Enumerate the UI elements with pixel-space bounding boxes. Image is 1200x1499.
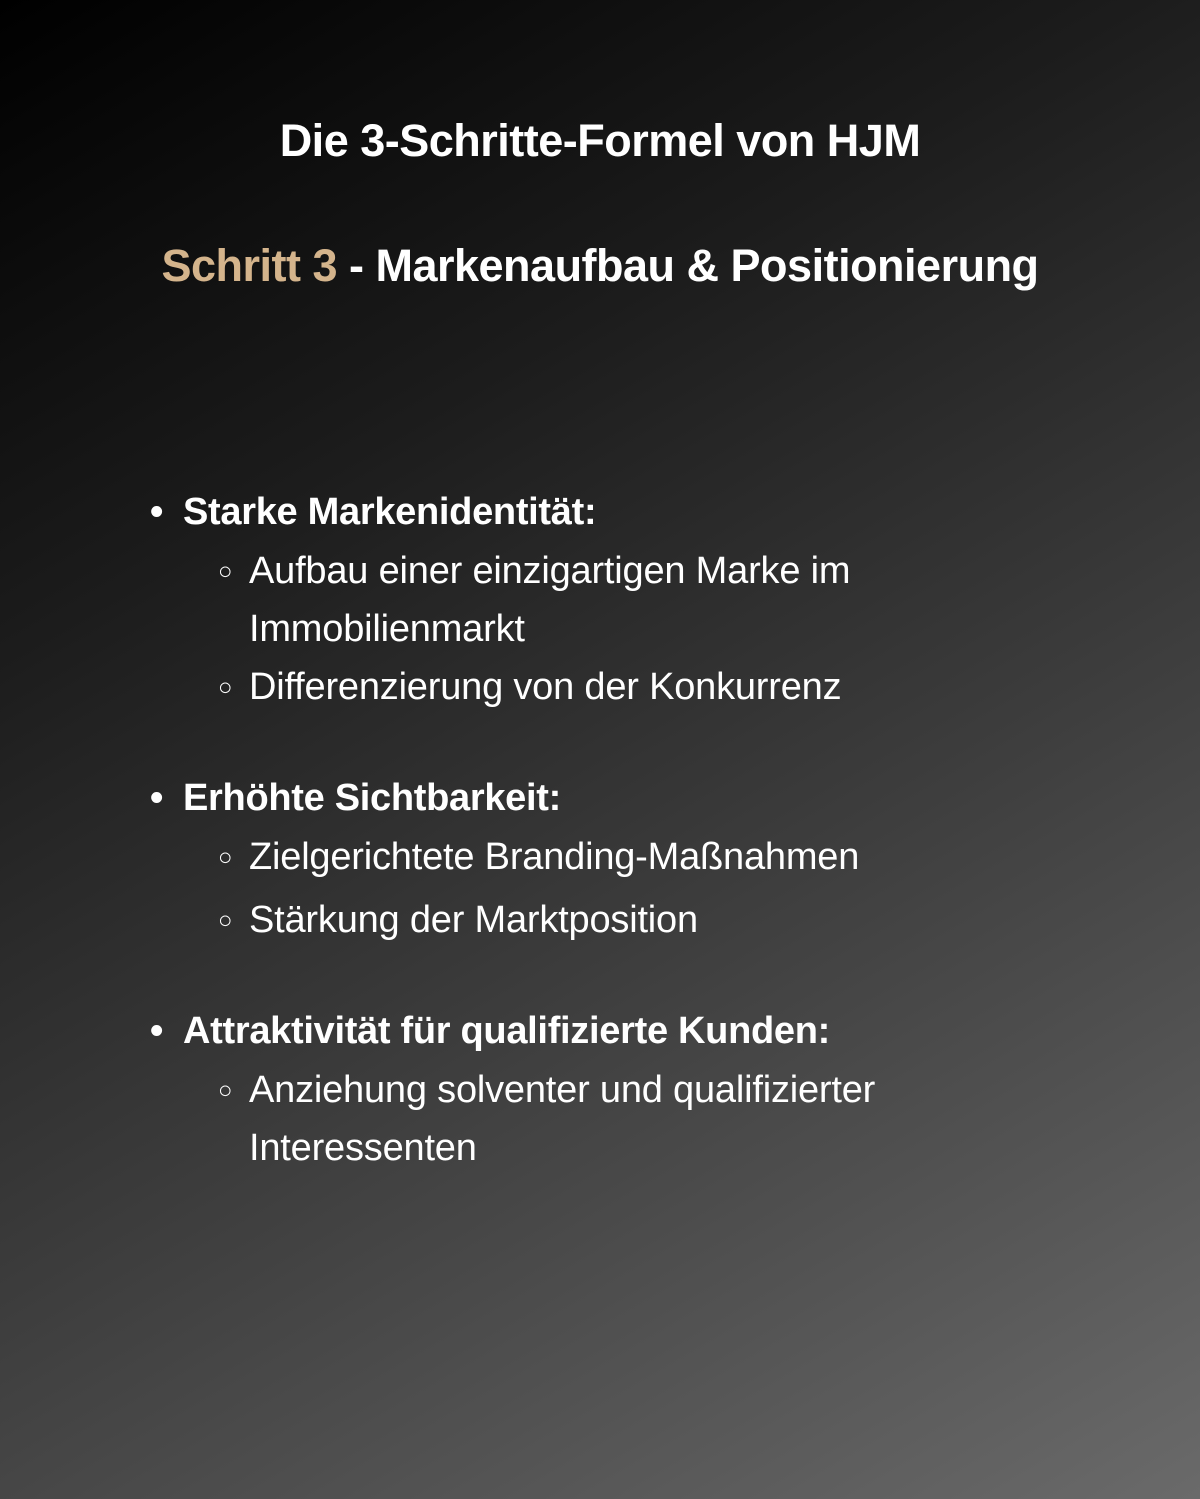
circle-bullet-icon: ○ bbox=[218, 844, 233, 871]
section-heading: Erhöhte Sichtbarkeit: bbox=[183, 777, 561, 819]
section-heading: Attraktivität für qualifizierte Kunden: bbox=[183, 1010, 831, 1052]
section-heading: Starke Markenidentität: bbox=[183, 491, 597, 533]
list-item-text: Aufbau einer einzigartigen Marke im Immobilienmarkt bbox=[249, 550, 851, 650]
circle-bullet-icon: ○ bbox=[218, 907, 233, 934]
page-subtitle bbox=[0, 240, 1200, 292]
sub-list bbox=[150, 1061, 1030, 1177]
sub-list bbox=[150, 542, 1030, 721]
list-item bbox=[218, 542, 1030, 658]
list-item bbox=[218, 891, 1030, 954]
feature-section bbox=[150, 487, 1030, 721]
list-item-text: Anziehung solventer und qualifizierter Interessenten bbox=[249, 1069, 876, 1169]
sub-list bbox=[150, 828, 1030, 954]
list-item bbox=[218, 828, 1030, 891]
bullet-icon: • bbox=[150, 491, 164, 533]
circle-bullet-icon: ○ bbox=[218, 558, 233, 585]
feature-list bbox=[150, 487, 1030, 1229]
list-item-text: Differenzierung von der Konkurrenz bbox=[249, 666, 842, 708]
page-title: Die 3-Schritte-Formel von HJM bbox=[279, 115, 921, 166]
step-label: Schritt 3 bbox=[161, 240, 337, 291]
circle-bullet-icon: ○ bbox=[218, 674, 233, 701]
step-title: - Markenaufbau & Positionierung bbox=[336, 240, 1039, 291]
circle-bullet-icon: ○ bbox=[218, 1077, 233, 1104]
bullet-icon: • bbox=[150, 1010, 164, 1052]
feature-section bbox=[150, 1006, 1030, 1177]
bullet-icon: • bbox=[150, 777, 164, 819]
list-item bbox=[218, 658, 1030, 721]
feature-section bbox=[150, 773, 1030, 954]
list-item-text: Stärkung der Marktposition bbox=[249, 899, 698, 941]
list-item bbox=[218, 1061, 1030, 1177]
list-item-text: Zielgerichtete Branding-Maßnahmen bbox=[249, 836, 860, 878]
